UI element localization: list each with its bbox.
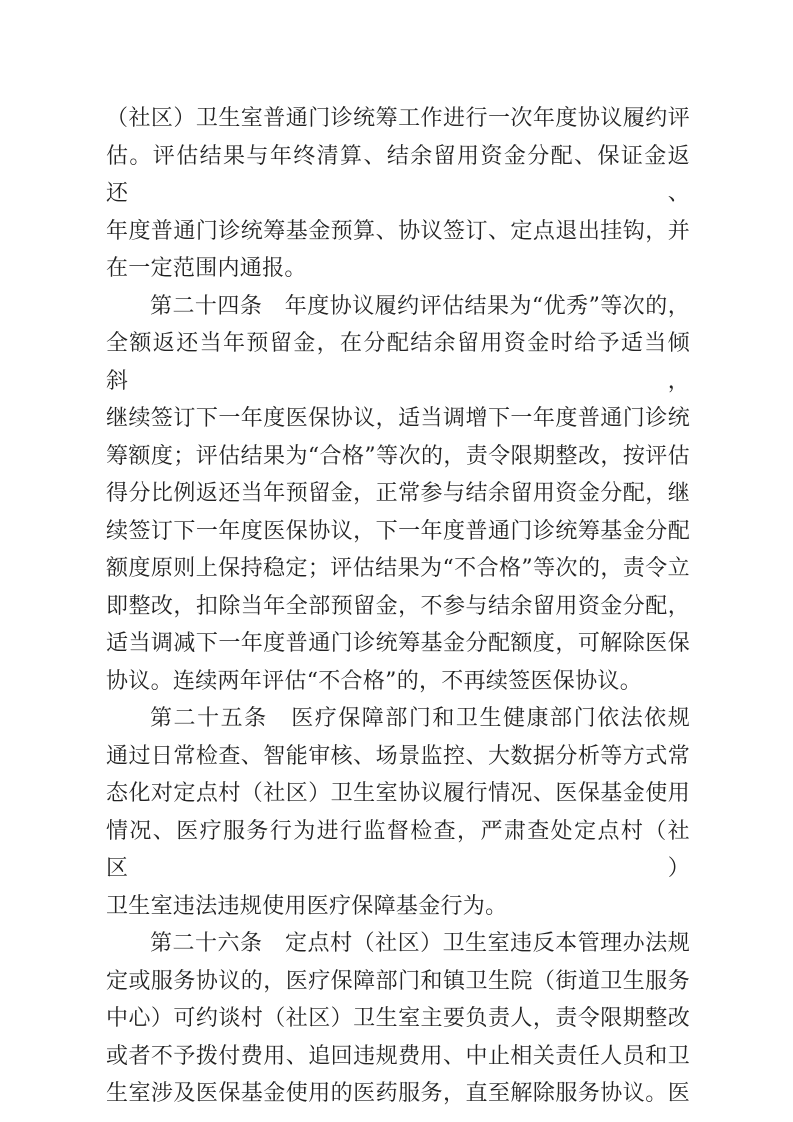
document-body (106, 100, 690, 1113)
text-line: 第二十四条 年度协议履约评估结果为“优秀”等次的， (150, 293, 690, 319)
text-line: 继续签订下一年度医保协议，适当调增下一年度普通门诊统 (106, 406, 690, 431)
text-line: 全额返还当年预留金，在分配结余留用资金时给予适当倾斜， (106, 331, 690, 394)
text-line: 筹额度；评估结果为“合格”等次的，责令限期整改，按评估 (106, 443, 690, 469)
text-line: 卫生室违法违规使用医疗保障基金行为。 (106, 893, 508, 919)
text-line: 通过日常检查、智能审核、场景监控、大数据分析等方式常 (106, 743, 690, 769)
text-line: 中心）可约谈村（社区）卫生室主要负责人，责令限期整改 (106, 1006, 690, 1031)
text-line: 估。评估结果与年终清算、结余留用资金分配、保证金返还、 (106, 143, 690, 206)
text-line: 协议。连续两年评估“不合格”的，不再续签医保协议。 (106, 668, 642, 694)
text-line: 适当调减下一年度普通门诊统筹基金分配额度，可解除医保 (106, 631, 690, 656)
text-line: （社区）卫生室普通门诊统筹工作进行一次年度协议履约评 (106, 106, 690, 131)
text-line: 态化对定点村（社区）卫生室协议履行情况、医保基金使用 (106, 781, 690, 806)
text-line: 情况、医疗服务行为进行监督检查，严肃查处定点村（社区） (106, 818, 690, 881)
text-line: 续签订下一年度医保协议，下一年度普通门诊统筹基金分配 (106, 518, 690, 544)
text-line: 年度普通门诊统筹基金预算、协议签订、定点退出挂钩，并 (106, 218, 690, 244)
text-line: 定或服务协议的，医疗保障部门和镇卫生院（街道卫生服务 (106, 968, 690, 994)
text-line: 第二十五条 医疗保障部门和卫生健康部门依法依规 (150, 706, 690, 731)
text-line: 额度原则上保持稳定；评估结果为“不合格”等次的，责令立 (106, 556, 690, 581)
text-line: 得分比例返还当年预留金，正常参与结余留用资金分配，继 (106, 481, 690, 506)
text-line: 生室涉及医保基金使用的医药服务，直至解除服务协议。医 (106, 1081, 690, 1106)
text-line: 或者不予拨付费用、追回违规费用、中止相关责任人员和卫 (106, 1043, 690, 1069)
text-line: 第二十六条 定点村（社区）卫生室违反本管理办法规 (150, 931, 690, 956)
text-line: 在一定范围内通报。 (106, 256, 307, 281)
text-line: 即整改，扣除当年全部预留金，不参与结余留用资金分配， (106, 593, 690, 619)
